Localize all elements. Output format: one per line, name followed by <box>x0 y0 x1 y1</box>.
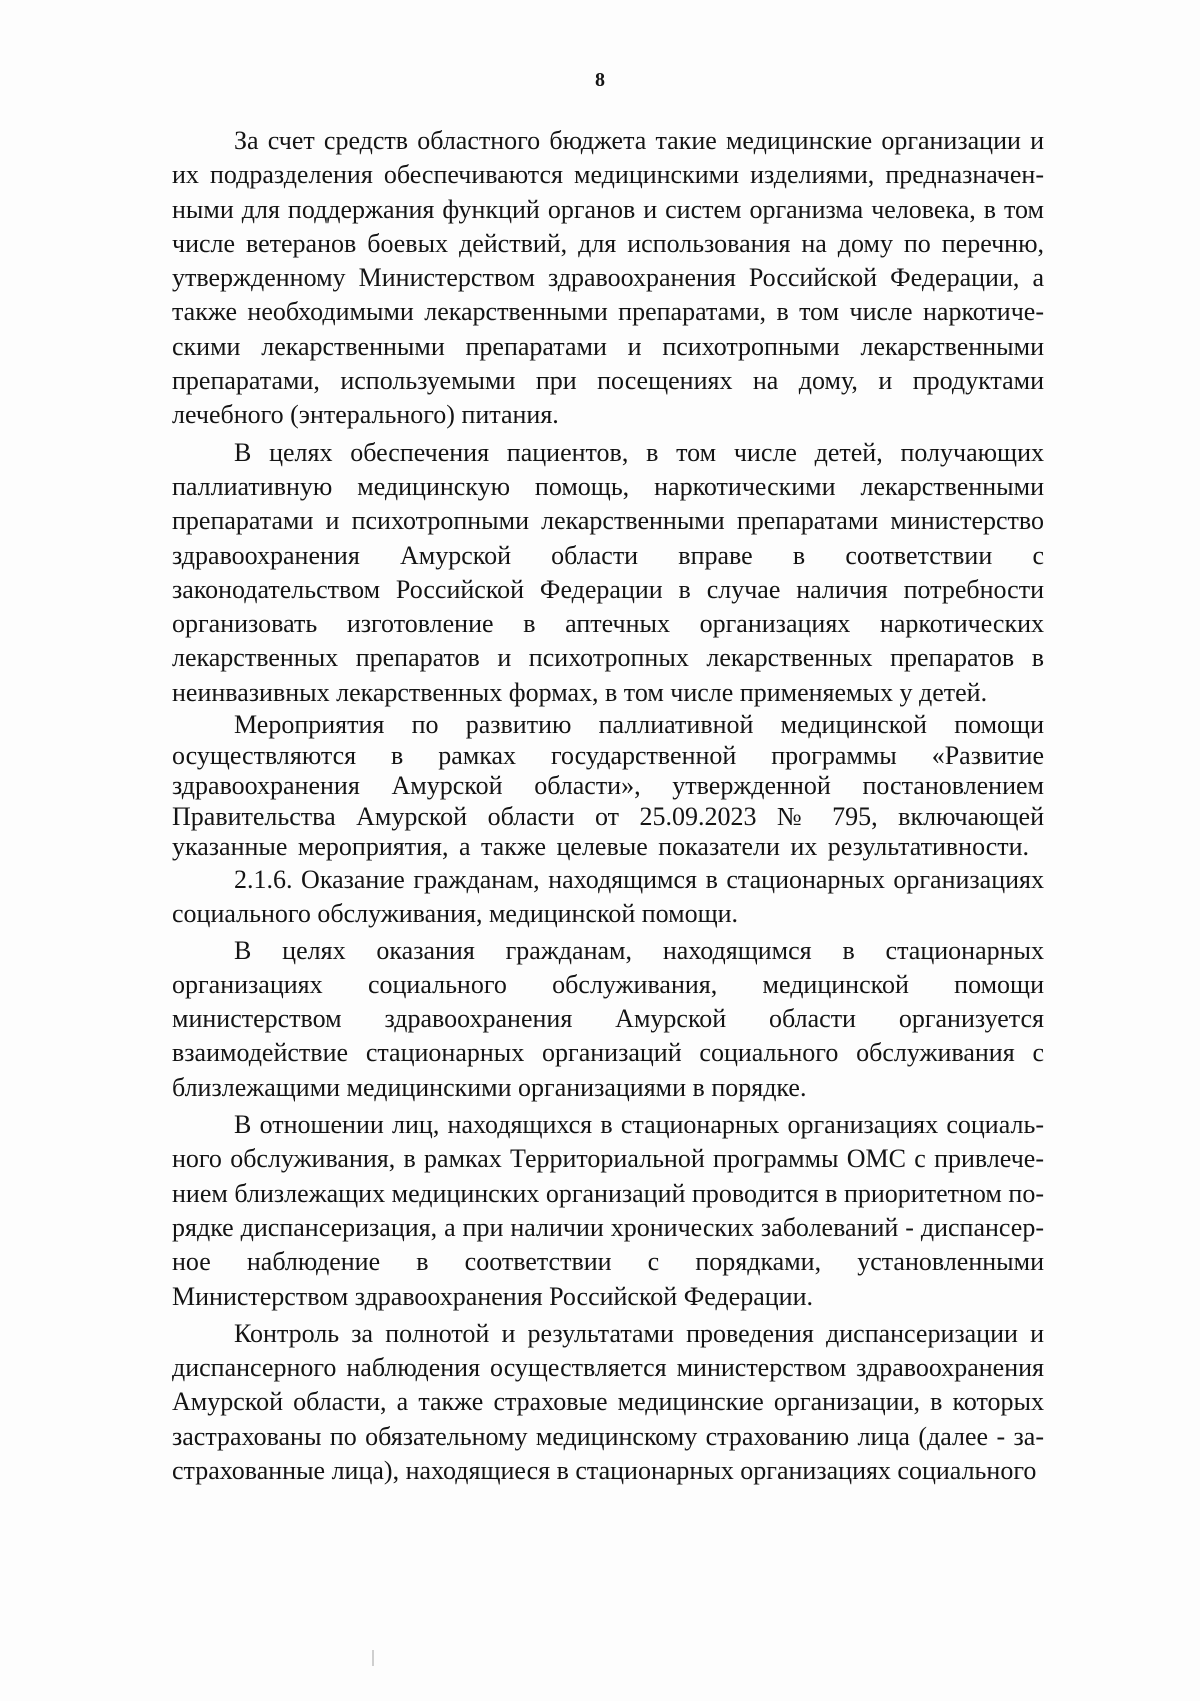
scan-artifact <box>372 1650 374 1666</box>
section-heading: 2.1.6. Оказание гражданам, находящимся в стационарных организациях социального обслуживания, медицинской помощи. <box>172 864 1044 928</box>
document-body <box>172 124 1044 1488</box>
paragraph: Контроль за полнотой и результатами проведения диспансеризации и диспансерного наблюдения осуществляется министерством здравоохранения Амурской области, а также страховые медицинские организации, в которых застрахованы по обязательному медицинскому страхованию лица (далее - застрахованные лица), находящиеся в стационарных организациях социального <box>172 1318 1044 1485</box>
paragraph: За счет средств областного бюджета такие медицинские организации и их подразделения обеспечиваются медицинскими изделиями, предназначенными для поддержания функций органов и систем организма человека, в том числе ветеранов боевых действий, для использования на дому по перечню, утвержденному Министерством здравоохранения Российской Федерации, а также необходимыми лекарственными препаратами, в том числе наркотическими лекарственными препаратами и психотропными лекарственными препаратами, используемыми при посещениях на дому, и продуктами лечебного (энтерального) питания. <box>172 126 1044 430</box>
paragraph: Мероприятия по развитию паллиативной медицинской помощи осуществляются в рамках государственной программы «Развитие здравоохранения Амурской области», утвержденной постановлением Правительства Амурской области от 25.09.2023 № 795, включающей указанные мероприятия, а также целевые показатели их результативности. <box>172 710 1044 862</box>
paragraph: В целях оказания гражданам, находящимся в стационарных организациях социального обслуживания, медицинской помощи министерством здравоохранения Амурской области организуется взаимодействие стационарных организаций социального обслуживания с близлежащими медицинскими организациями в порядке. <box>172 935 1044 1102</box>
paragraph: В целях обеспечения пациентов, в том числе детей, получающих паллиативную медицинскую помощь, наркотическими лекарственными препаратами и психотропными лекарственными препаратами министерство здравоохранения Амурской области вправе в соответствии с законодательством Российской Федерации в случае наличия потребности организовать изготовление в аптечных организациях наркотических лекарственных препаратов и психотропных лекарственных препаратов в неинвазивных лекарственных формах, в том числе применяемых у детей. <box>172 437 1044 707</box>
paragraph: В отношении лиц, находящихся в стационарных организациях социального обслуживания, в рамках Территориальной программы ОМС с привлечением близлежащих медицинских организаций проводится в приоритетном порядке диспансеризация, а при наличии хронических заболеваний - диспансерное наблюдение в соответствии с порядками, установленными Министерством здравоохранения Российской Федерации. <box>172 1110 1044 1311</box>
page-number: 8 <box>595 69 605 91</box>
